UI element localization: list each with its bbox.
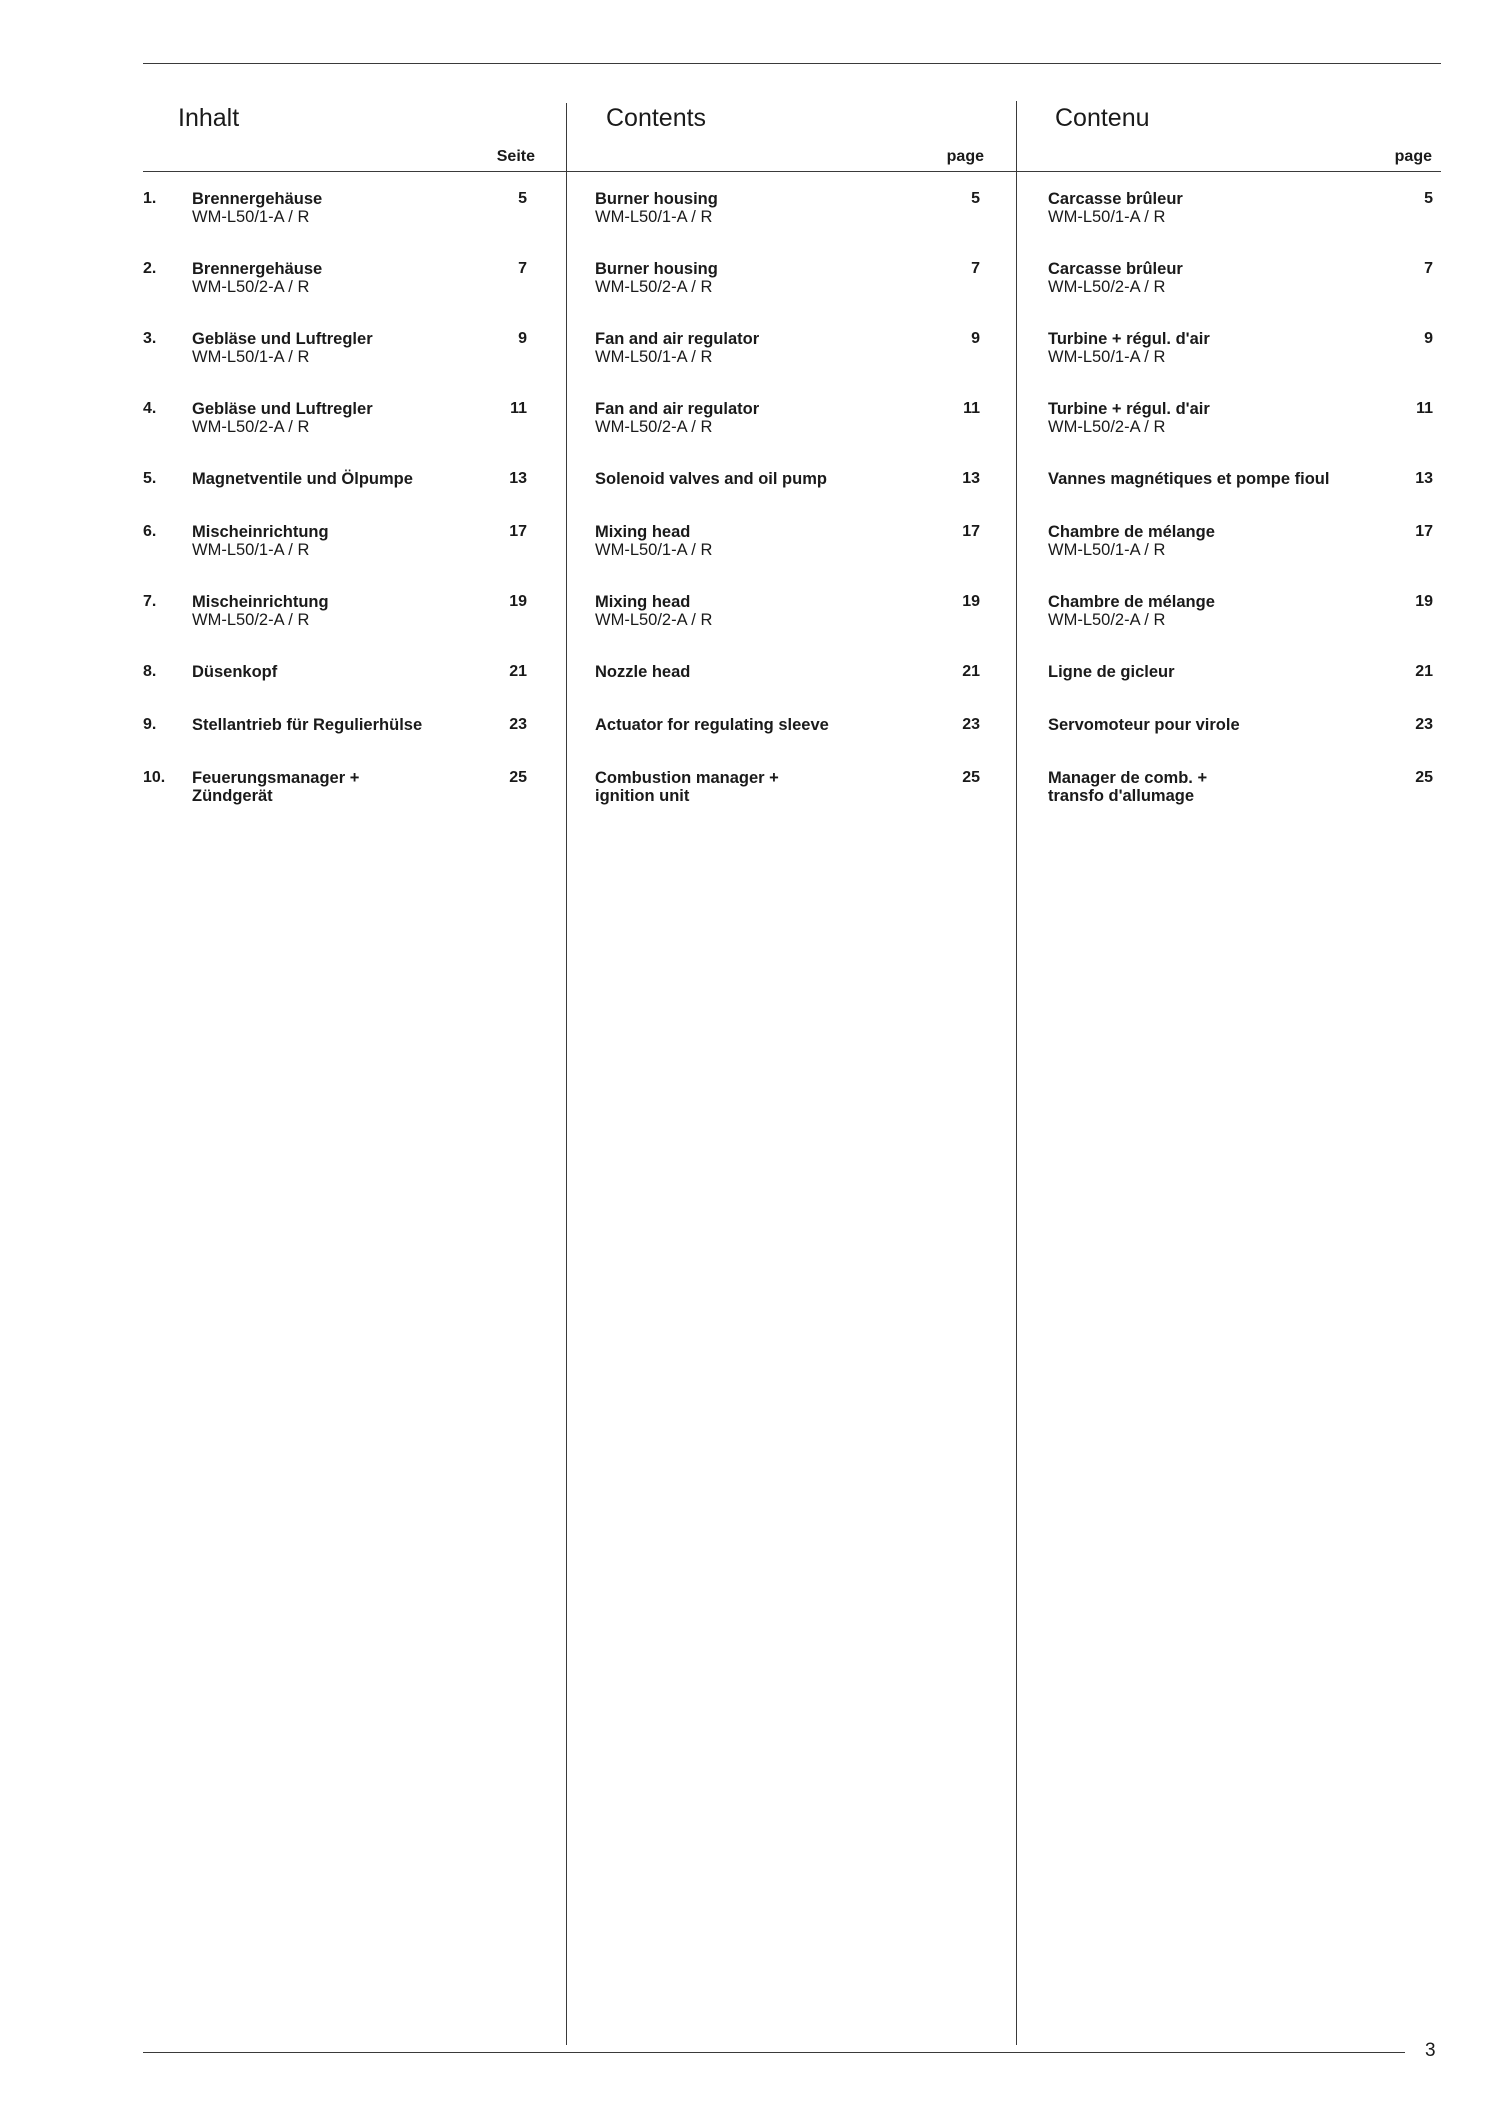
entry-page-number: 25	[509, 769, 527, 786]
page-label-seite: Seite	[496, 148, 535, 165]
entry-title: Carcasse brûleur	[1048, 260, 1183, 278]
toc-entry-fr	[0, 190, 1489, 230]
column-divider-2	[1016, 101, 1017, 2045]
entry-page-number: 13	[509, 470, 527, 487]
entry-page-number: 13	[962, 470, 980, 487]
entry-number: 3.	[143, 330, 157, 347]
entry-page-number: 17	[509, 523, 527, 540]
entry-title: Solenoid valves and oil pump	[595, 470, 827, 488]
entry-page-number: 5	[971, 190, 980, 207]
entry-page-number: 7	[518, 260, 527, 277]
entry-title: Turbine + régul. d'air	[1048, 400, 1210, 418]
entry-title: Actuator for regulating sleeve	[595, 716, 829, 734]
entry-subtitle: WM-L50/1-A / R	[595, 541, 713, 559]
entry-subtitle: WM-L50/2-A / R	[192, 278, 310, 296]
entry-number: 8.	[143, 663, 157, 680]
entry-subtitle: WM-L50/1-A / R	[1048, 541, 1166, 559]
entry-title: Gebläse und Luftregler	[192, 400, 373, 418]
entry-title: Manager de comb. +	[1048, 769, 1208, 787]
entry-subtitle: WM-L50/1-A / R	[192, 208, 310, 226]
entry-page-number: 19	[509, 593, 527, 610]
entry-subtitle: WM-L50/1-A / R	[1048, 208, 1166, 226]
entry-number: 10.	[143, 769, 166, 786]
entry-title: Combustion manager +	[595, 769, 779, 787]
entry-subtitle: WM-L50/2-A / R	[1048, 278, 1166, 296]
entry-number: 2.	[143, 260, 157, 277]
top-rule	[143, 63, 1441, 64]
heading-contents: Contents	[606, 104, 707, 132]
entry-page-number: 23	[962, 716, 980, 733]
entry-title: Fan and air regulator	[595, 330, 760, 348]
entry-page-number: 7	[1424, 260, 1433, 277]
entry-title: Mixing head	[595, 523, 691, 541]
toc-entry-fr	[0, 260, 1489, 300]
entry-title: Burner housing	[595, 190, 718, 208]
entry-number: 1.	[143, 190, 157, 207]
entry-page-number: 13	[1415, 470, 1433, 487]
entry-number: 6.	[143, 523, 157, 540]
entry-title: Ligne de gicleur	[1048, 663, 1175, 681]
entry-page-number: 25	[962, 769, 980, 786]
entry-page-number: 11	[510, 400, 527, 417]
entry-title: Nozzle head	[595, 663, 691, 681]
entry-subtitle: WM-L50/1-A / R	[192, 348, 310, 366]
entry-page-number: 9	[1424, 330, 1433, 347]
entry-title: Chambre de mélange	[1048, 523, 1215, 541]
page-number: 3	[1425, 2040, 1436, 2061]
entry-subtitle: WM-L50/2-A / R	[192, 611, 310, 629]
header-rule-col1	[143, 171, 567, 172]
entry-number: 7.	[143, 593, 157, 610]
entry-page-number: 11	[963, 400, 980, 417]
toc-entry-fr	[0, 593, 1489, 633]
header-rule-col2	[567, 171, 1017, 172]
entry-subtitle: WM-L50/2-A / R	[595, 278, 713, 296]
entry-title: Brennergehäuse	[192, 190, 323, 208]
toc-entry-fr	[0, 330, 1489, 370]
entry-title: Düsenkopf	[192, 663, 278, 681]
entry-page-number: 19	[1415, 593, 1433, 610]
toc-entry-fr	[0, 400, 1489, 440]
entry-title: Burner housing	[595, 260, 718, 278]
entry-page-number: 9	[518, 330, 527, 347]
toc-entry-fr	[0, 523, 1489, 563]
entry-page-number: 5	[1424, 190, 1433, 207]
entry-page-number: 9	[971, 330, 980, 347]
entry-page-number: 21	[1415, 663, 1433, 680]
heading-inhalt: Inhalt	[178, 104, 240, 132]
entry-page-number: 25	[1415, 769, 1433, 786]
entry-number: 5.	[143, 470, 157, 487]
page-label-page-en: page	[946, 148, 984, 165]
entry-title: Chambre de mélange	[1048, 593, 1215, 611]
header-rule-col3	[1017, 171, 1441, 172]
entry-title: Vannes magnétiques et pompe fioul	[1048, 470, 1330, 488]
entry-title: Magnetventile und Ölpumpe	[192, 470, 413, 488]
entry-title: Mixing head	[595, 593, 691, 611]
entry-title: Feuerungsmanager +	[192, 769, 360, 787]
entry-subtitle: WM-L50/1-A / R	[1048, 348, 1166, 366]
entry-title: Mischeinrichtung	[192, 593, 329, 611]
entry-page-number: 17	[1415, 523, 1433, 540]
entry-subtitle: WM-L50/1-A / R	[595, 208, 713, 226]
entry-subtitle: transfo d'allumage	[1048, 787, 1195, 805]
bottom-rule	[143, 2052, 1405, 2053]
entry-page-number: 11	[1416, 400, 1433, 417]
entry-title: Stellantrieb für Regulierhülse	[192, 716, 423, 734]
entry-number: 9.	[143, 716, 157, 733]
entry-subtitle: WM-L50/2-A / R	[192, 418, 310, 436]
entry-subtitle: WM-L50/1-A / R	[595, 348, 713, 366]
entry-title: Gebläse und Luftregler	[192, 330, 373, 348]
entry-page-number: 5	[518, 190, 527, 207]
entry-title: Servomoteur pour virole	[1048, 716, 1240, 734]
heading-contenu: Contenu	[1055, 104, 1150, 132]
entry-page-number: 17	[962, 523, 980, 540]
entry-title: Turbine + régul. d'air	[1048, 330, 1210, 348]
entry-page-number: 7	[971, 260, 980, 277]
entry-subtitle: WM-L50/2-A / R	[1048, 611, 1166, 629]
entry-subtitle: Zündgerät	[192, 787, 273, 805]
toc-entry-fr	[0, 663, 1489, 703]
toc-entry-fr	[0, 716, 1489, 756]
entry-number: 4.	[143, 400, 157, 417]
toc-entry-fr	[0, 470, 1489, 510]
toc-entry-fr	[0, 769, 1489, 809]
column-divider-1	[566, 103, 567, 2045]
entry-subtitle: WM-L50/2-A / R	[1048, 418, 1166, 436]
entry-page-number: 21	[962, 663, 980, 680]
entry-page-number: 23	[1415, 716, 1433, 733]
entry-subtitle: WM-L50/1-A / R	[192, 541, 310, 559]
entry-page-number: 23	[509, 716, 527, 733]
entry-page-number: 19	[962, 593, 980, 610]
entry-title: Carcasse brûleur	[1048, 190, 1183, 208]
entry-title: Mischeinrichtung	[192, 523, 329, 541]
entry-title: Brennergehäuse	[192, 260, 323, 278]
entry-subtitle: WM-L50/2-A / R	[595, 418, 713, 436]
entry-page-number: 21	[509, 663, 527, 680]
page-label-page-fr: page	[1394, 148, 1432, 165]
entry-title: Fan and air regulator	[595, 400, 760, 418]
entry-subtitle: ignition unit	[595, 787, 690, 805]
entry-subtitle: WM-L50/2-A / R	[595, 611, 713, 629]
